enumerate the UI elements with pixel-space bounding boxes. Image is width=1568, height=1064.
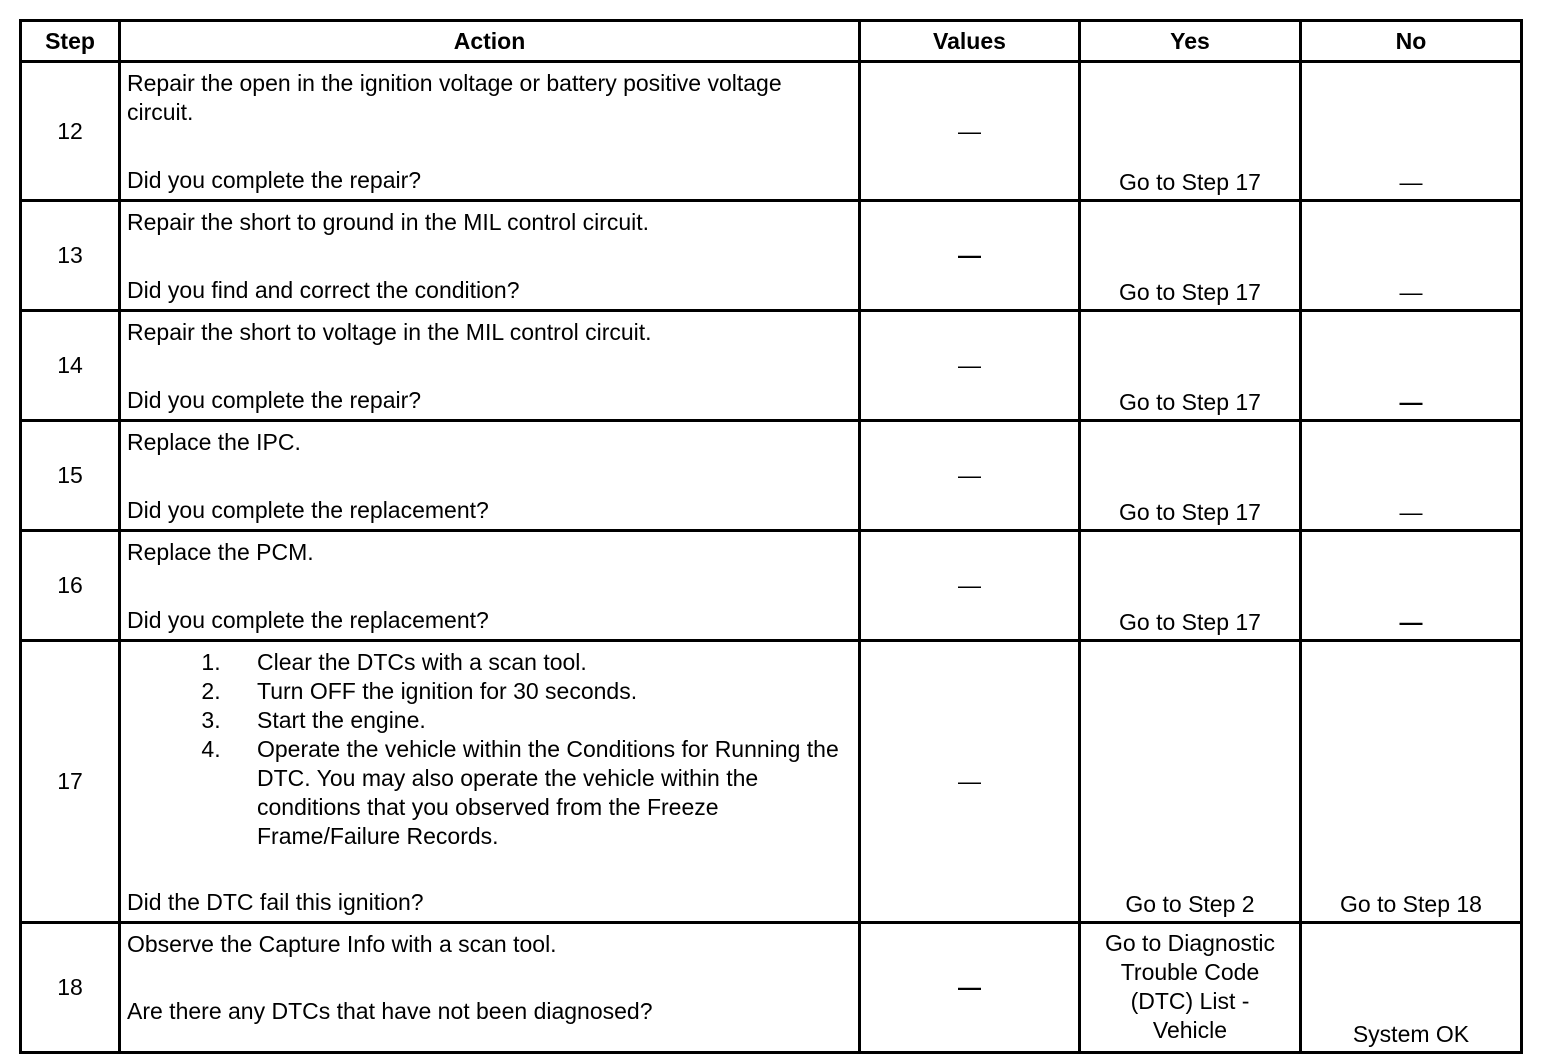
no-cell: — bbox=[1301, 62, 1522, 201]
header-step: Step bbox=[21, 21, 120, 62]
action-question: Did you complete the repair? bbox=[127, 387, 422, 413]
no-cell: — bbox=[1301, 421, 1522, 531]
action-question: Are there any DTCs that have not been diagnosed? bbox=[127, 998, 653, 1024]
action-cell bbox=[120, 311, 860, 421]
yes-cell: Go to Step 17 bbox=[1080, 421, 1301, 531]
substep-item: 3. Start the engine. bbox=[227, 706, 852, 735]
diagnostic-table bbox=[19, 19, 1523, 1054]
table-row bbox=[21, 201, 1522, 311]
table-row bbox=[21, 421, 1522, 531]
action-text: Observe the Capture Info with a scan tool. bbox=[127, 931, 557, 957]
action-cell bbox=[120, 421, 860, 531]
substep-item: 1. Clear the DTCs with a scan tool. bbox=[227, 648, 852, 677]
yes-cell: Go to Diagnostic Trouble Code (DTC) List - Vehicle bbox=[1080, 923, 1301, 1053]
step-number: 16 bbox=[21, 531, 120, 641]
header-no: No bbox=[1301, 21, 1522, 62]
action-cell bbox=[120, 531, 860, 641]
header-yes: Yes bbox=[1080, 21, 1301, 62]
action-text: Replace the PCM. bbox=[127, 539, 314, 565]
step-number: 18 bbox=[21, 923, 120, 1053]
action-cell bbox=[120, 201, 860, 311]
action-question: Did the DTC fail this ignition? bbox=[127, 889, 424, 915]
action-text: Repair the open in the ignition voltage or battery positive voltage circuit. bbox=[127, 70, 782, 125]
yes-cell: Go to Step 17 bbox=[1080, 311, 1301, 421]
action-cell bbox=[120, 641, 860, 923]
values-cell: — bbox=[860, 201, 1080, 311]
step-number: 17 bbox=[21, 641, 120, 923]
table-row bbox=[21, 62, 1522, 201]
header-row bbox=[21, 21, 1522, 62]
substep-item: 2. Turn OFF the ignition for 30 seconds. bbox=[227, 677, 852, 706]
no-cell: — bbox=[1301, 201, 1522, 311]
step-number: 12 bbox=[21, 62, 120, 201]
action-text: Replace the IPC. bbox=[127, 429, 301, 455]
step-number: 13 bbox=[21, 201, 120, 311]
values-cell: — bbox=[860, 311, 1080, 421]
yes-cell: Go to Step 2 bbox=[1080, 641, 1301, 923]
values-cell: — bbox=[860, 641, 1080, 923]
yes-cell: Go to Step 17 bbox=[1080, 62, 1301, 201]
table-row bbox=[21, 923, 1522, 1053]
action-question: Did you complete the replacement? bbox=[127, 497, 489, 523]
table-row bbox=[21, 311, 1522, 421]
yes-cell: Go to Step 17 bbox=[1080, 201, 1301, 311]
action-question: Did you complete the repair? bbox=[127, 167, 422, 193]
step-number: 14 bbox=[21, 311, 120, 421]
yes-cell: Go to Step 17 bbox=[1080, 531, 1301, 641]
values-cell: — bbox=[860, 531, 1080, 641]
action-cell bbox=[120, 62, 860, 201]
header-values: Values bbox=[860, 21, 1080, 62]
substep-list bbox=[127, 648, 852, 851]
step-number: 15 bbox=[21, 421, 120, 531]
values-cell: — bbox=[860, 923, 1080, 1053]
table-row bbox=[21, 641, 1522, 923]
action-question: Did you complete the replacement? bbox=[127, 607, 489, 633]
values-cell: — bbox=[860, 421, 1080, 531]
action-text: Repair the short to ground in the MIL control circuit. bbox=[127, 209, 650, 235]
action-question: Did you find and correct the condition? bbox=[127, 277, 520, 303]
action-cell bbox=[120, 923, 860, 1053]
table-row bbox=[21, 531, 1522, 641]
values-cell: — bbox=[860, 62, 1080, 201]
no-cell: — bbox=[1301, 311, 1522, 421]
no-cell: System OK bbox=[1301, 923, 1522, 1053]
substep-item: 4. Operate the vehicle within the Conditions for Running the DTC. You may also operate the vehicle within the conditions that you observed from the Freeze Frame/Failure Records. bbox=[227, 735, 852, 851]
no-cell: — bbox=[1301, 531, 1522, 641]
header-action: Action bbox=[120, 21, 860, 62]
action-text: Repair the short to voltage in the MIL control circuit. bbox=[127, 319, 652, 345]
no-cell: Go to Step 18 bbox=[1301, 641, 1522, 923]
